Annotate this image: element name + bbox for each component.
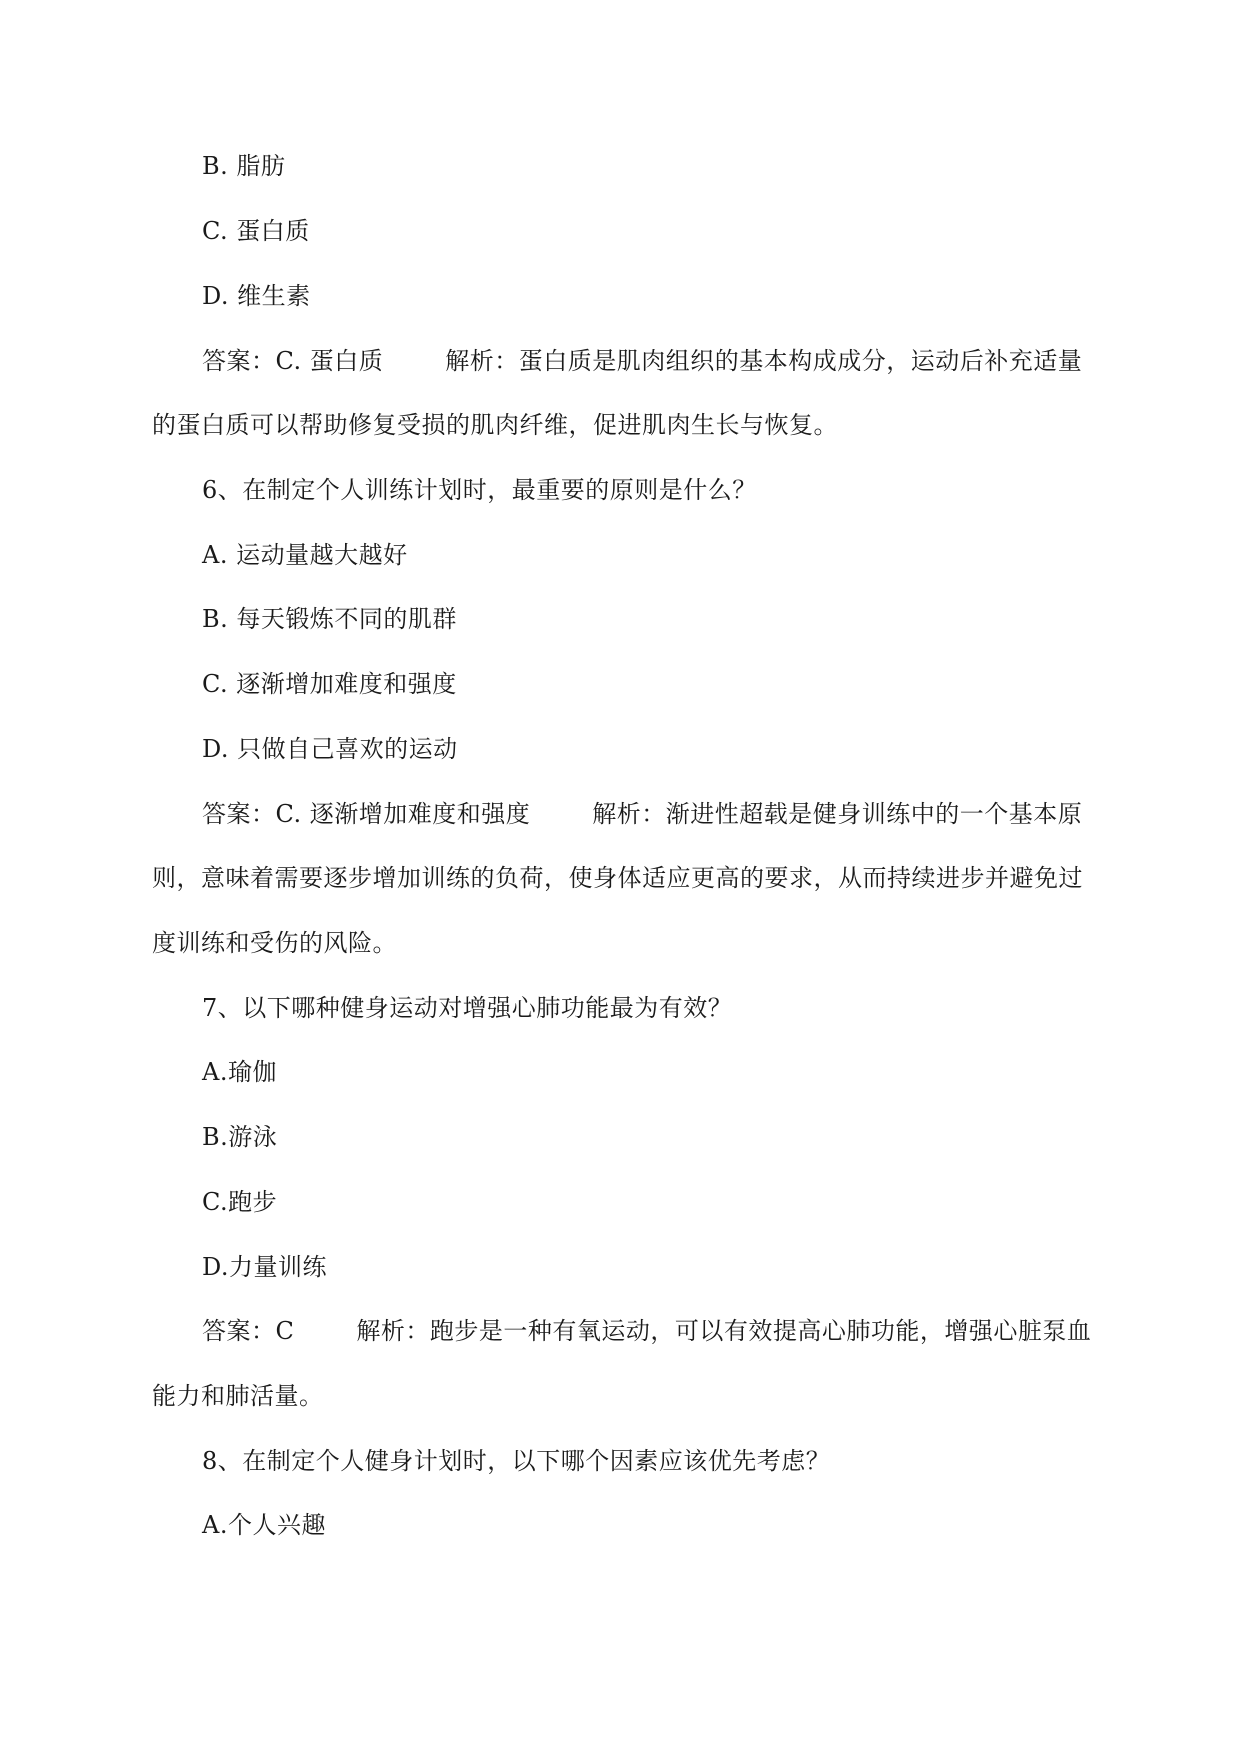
q6-answer: 答案：C. 逐渐增加难度和强度 (202, 800, 531, 828)
q6-question: 6、在制定个人训练计划时，最重要的原则是什么？ (202, 476, 757, 504)
q7-option-d: D.力量训练 (202, 1253, 328, 1281)
q6-answer-line (202, 799, 1082, 829)
q6-option-d: D. 只做自己喜欢的运动 (202, 735, 458, 763)
q8-option-a: A.个人兴趣 (202, 1511, 326, 1539)
q6-analysis-cont-2: 度训练和受伤的风险。 (152, 929, 397, 957)
q7-answer-line (202, 1316, 1091, 1346)
q6-analysis-lead: 解析：渐进性超载是健身训练中的一个基本原 (592, 800, 1083, 828)
q5-analysis-cont: 的蛋白质可以帮助修复受损的肌肉纤维，促进肌肉生长与恢复。 (152, 411, 838, 439)
q5-option-c: C. 蛋白质 (202, 217, 310, 245)
q7-option-b: B.游泳 (202, 1123, 278, 1151)
q5-analysis-lead: 解析：蛋白质是肌肉组织的基本构成成分，运动后补充适量 (445, 347, 1083, 375)
q7-answer: 答案：C (202, 1317, 295, 1345)
q5-option-b: B. 脂肪 (202, 152, 286, 180)
q8-question: 8、在制定个人健身计划时，以下哪个因素应该优先考虑？ (202, 1447, 831, 1475)
q5-answer-line (202, 346, 1082, 376)
q5-option-d: D. 维生素 (202, 282, 311, 310)
q7-option-a: A.瑜伽 (202, 1058, 277, 1086)
q7-option-c: C.跑步 (202, 1188, 278, 1216)
q5-answer: 答案：C. 蛋白质 (202, 347, 384, 375)
q6-option-b: B. 每天锻炼不同的肌群 (202, 605, 457, 633)
q7-analysis-lead: 解析：跑步是一种有氧运动，可以有效提高心肺功能，增强心脏泵血 (356, 1317, 1092, 1345)
q7-analysis-cont: 能力和肺活量。 (152, 1382, 324, 1410)
q6-analysis-cont-1: 则，意味着需要逐步增加训练的负荷，使身体适应更高的要求，从而持续进步并避免过 (152, 864, 1083, 892)
q6-option-a: A. 运动量越大越好 (202, 541, 408, 569)
q6-option-c: C. 逐渐增加难度和强度 (202, 670, 457, 698)
q7-question: 7、以下哪种健身运动对增强心肺功能最为有效？ (202, 994, 733, 1022)
